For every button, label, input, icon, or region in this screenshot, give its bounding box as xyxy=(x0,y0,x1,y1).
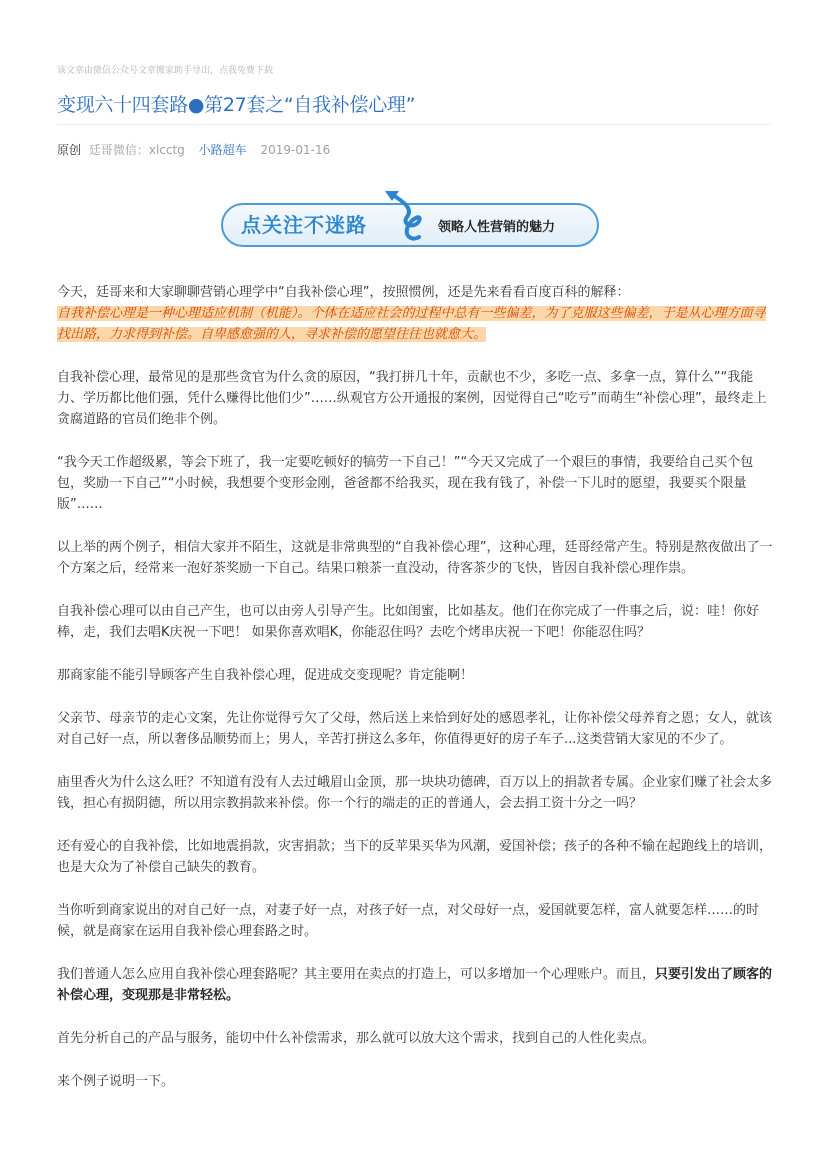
publish-date: 2019-01-16 xyxy=(260,143,331,157)
paragraph: 自我补偿心理可以由自己产生，也可以由旁人引导产生。比如闺蜜，比如基友。他们在你完成了一件事之后，说：哇！你好棒，走，我们去唱K庆祝一下吧！ 如果你喜欢唱K，你能忍住吗？去吃个烤串庆祝一下吧！你能忍住吗？ xyxy=(57,604,760,640)
paragraph-key-point xyxy=(57,964,773,1006)
paragraph: “我今天工作超级累，等会下班了，我一定要吃顿好的犒劳一下自己！”“今天又完成了一个艰巨的事情，我要给自己买个包包，奖励一下自己”“小时候，我想要个变形金刚，爸爸都不给我买，现在我有钱了，补偿一下儿时的愿望，我要买个限量版”…… xyxy=(57,455,754,512)
export-watermark-link[interactable]: 该文章由微信公众号文章搬家助手导出，点我免费下载 xyxy=(57,66,274,76)
paragraph: 首先分析自己的产品与服务，能切中什么补偿需求，那么就可以放大这个需求，找到自己的人性化卖点。 xyxy=(57,1031,656,1046)
swirl-arrow-icon xyxy=(379,189,429,245)
account-link[interactable]: 小路超车 xyxy=(198,143,247,157)
paragraph-intro: 今天，廷哥来和大家聊聊营销心理学中“自我补偿心理”，按照惯例，还是先来看看百度百科的解释： xyxy=(57,285,630,300)
article-meta xyxy=(57,141,330,158)
banner-main-text: 点关注不迷路 xyxy=(241,213,367,237)
paragraph: 来个例子说明一下。 xyxy=(57,1074,175,1089)
paragraph: 以上举的两个例子，相信大家并不陌生，这就是非常典型的“自我补偿心理”，这种心理，廷哥经常产生。特别是熬夜做出了一个方案之后，经常来一泡好茶奖励一下自己。结果口粮茶一直没动，待客茶少的飞快，皆因自我补偿心理作祟。 xyxy=(57,540,773,576)
bold-emphasis: 只要引发出了顾客的补偿心理，变现那是非常轻松。 xyxy=(57,967,773,1003)
paragraph: 自我补偿心理，最常见的是那些贪官为什么贪的原因，“我打拼几十年，贡献也不少，多吃一点、多拿一点，算什么”“我能力、学历都比他们强，凭什么赚得比他们少”……纵观官方公开通报的案例，因觉得自己“吃亏”而萌生“补偿心理”，最终走上贪腐道路的官员们绝非个例。 xyxy=(57,370,767,427)
paragraph: 庙里香火为什么这么旺？不知道有没有人去过峨眉山金顶，那一块块功德碑，百万以上的捐款者专属。企业家们赚了社会太多钱，担心有损阴德，所以用宗教捐款来补偿。你一个行的端走的正的普通人，会去捐工资十分之一吗？ xyxy=(57,775,773,811)
paragraph: 还有爱心的自我补偿，比如地震捐款，灾害捐款；当下的反苹果买华为风潮，爱国补偿；孩子的各种不输在起跑线上的培训，也是大众为了补偿自己缺失的教育。 xyxy=(57,839,773,875)
article-title: 变现六十四套路●第27套之“自我补偿心理” xyxy=(57,94,416,116)
paragraph-definition xyxy=(57,303,773,345)
paragraph: 那商家能不能引导顾客产生自我补偿心理，促进成交变现呢？肯定能啊！ xyxy=(57,668,474,683)
paragraph: 当你听到商家说出的对自己好一点，对妻子好一点，对孩子好一点，对父母好一点，爱国就要怎样，富人就要怎样……的时候，就是商家在运用自我补偿心理套路之时。 xyxy=(57,903,760,939)
original-tag: 原创 xyxy=(57,143,82,157)
article-body xyxy=(57,282,773,1114)
follow-banner xyxy=(219,189,601,249)
title-divider xyxy=(57,124,770,125)
paragraph: 父亲节、母亲节的走心文案，先让你觉得亏欠了父母，然后送上来恰到好处的感恩孝礼，让你补偿父母养育之恩；女人，就该对自己好一点，所以奢侈品顺势而上；男人，辛苦打拼这么多年，你值得更好的房子车子...这类营销大家见的不少了。 xyxy=(57,711,773,747)
author-label: 廷哥微信：xlcctg xyxy=(88,143,185,157)
definition-highlight: 自我补偿心理是一种心理适应机制（机能）。个体在适应社会的过程中总有一些偏差，为了克服这些偏差，于是从心理方面寻找出路，力求得到补偿。自卑感愈强的人，寻求补偿的愿望往往也就愈大。 xyxy=(57,306,766,342)
banner-sub-text: 领略人性营销的魅力 xyxy=(438,220,556,235)
paragraph-text: 我们普通人怎么应用自我补偿心理套路呢？其主要用在卖点的打造上，可以多增加一个心理账户。而且， xyxy=(57,967,656,982)
